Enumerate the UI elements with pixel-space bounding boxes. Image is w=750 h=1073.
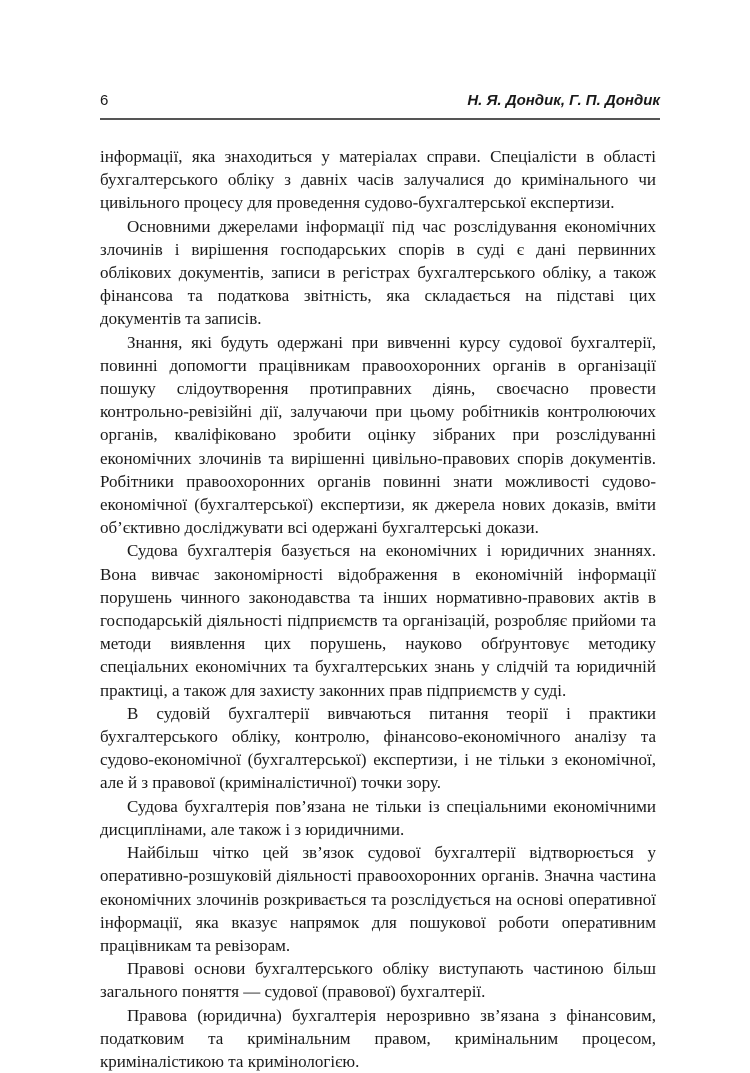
paragraph: Найбільш чітко цей зв’язок судової бухгалтерії відтворюється у оперативно-розшуковій діяльності правоохоронних органів. Значна частина економічних злочинів розкривається та розслідується на основі оперативної інформації, яка вказує напрямок для пошукової роботи оперативним працівникам та ревізорам. — [100, 843, 656, 955]
paragraph: Основними джерелами інформації під час розслідування економічних злочинів і вирішення господарських спорів в суді є дані первинних облікових документів, записи в регістрах бухгалтерського обліку, а також фінансова та податкова звітність, яка складається на підставі цих документів та записів. — [100, 216, 656, 329]
paragraph: Правові основи бухгалтерського обліку виступають частиною більш загального поняття — судової (правової) бухгалтерії. — [100, 959, 656, 1002]
paragraph-continuation: інформації, яка знаходиться у матеріалах справи. Спеціалісти в області бухгалтерського обліку з давніх часів залучалися до кримінального чи цивільного процесу для проведення судово-бухгалтерської експертизи. — [100, 147, 656, 213]
page-header — [100, 92, 660, 114]
page-number: 6 — [100, 92, 109, 109]
paragraph: В судовій бухгалтерії вивчаються питання теорії і практики бухгалтерського обліку, контролю, фінансово-економічного аналізу та судово-економічної (бухгалтерської) експертизи, і не тільки з економічної, але й з правової (криміналістичної) точки зору. — [100, 703, 656, 793]
paragraph: Судова бухгалтерія базується на економічних і юридичних знаннях. Вона вивчає закономірності відображення в економічній інформації порушень чинного законодавства та інших нормативно-правових актів в господарській діяльності підприємств та організацій, розробляє прийоми та методи виявлення цих порушень, науково обґрунтовує методику спеціальних економічних та бухгалтерських знань у слідчій та юридичній практиці, а також для захисту законних прав підприємств у суді. — [100, 541, 656, 700]
paragraph: Правова (юридична) бухгалтерія нерозривно зв’язана з фінансовим, податковим та кримінальним правом, кримінальним процесом, криміналістикою та кримінологією. — [100, 1005, 656, 1071]
body-text — [100, 145, 656, 1073]
header-rule — [100, 118, 660, 120]
paragraph: Знання, які будуть одержані при вивченні курсу судової бухгалтерії, повинні допомогти працівникам правоохоронних органів в організації пошуку слідоутворення протиправних діянь, своєчасно провести контрольно-ревізійні дії, залучаючи при цьому робітників контролюючих органів, кваліфіковано зробити оцінку зібраних при розслідуванні економічних злочинів та вирішенні цивільно-правових спорів документів. Робітники правоохоронних органів повинні знати можливості судово-економічної (бухгалтерської) експертизи, як джерела нових доказів, вміти об’єктивно досліджувати всі одержані бухгалтерські докази. — [100, 332, 656, 538]
paragraph: Судова бухгалтерія пов’язана не тільки із спеціальними економічними дисциплінами, але також і з юридичними. — [100, 796, 656, 839]
running-head-authors: Н. Я. Дондик, Г. П. Дондик — [467, 92, 660, 109]
